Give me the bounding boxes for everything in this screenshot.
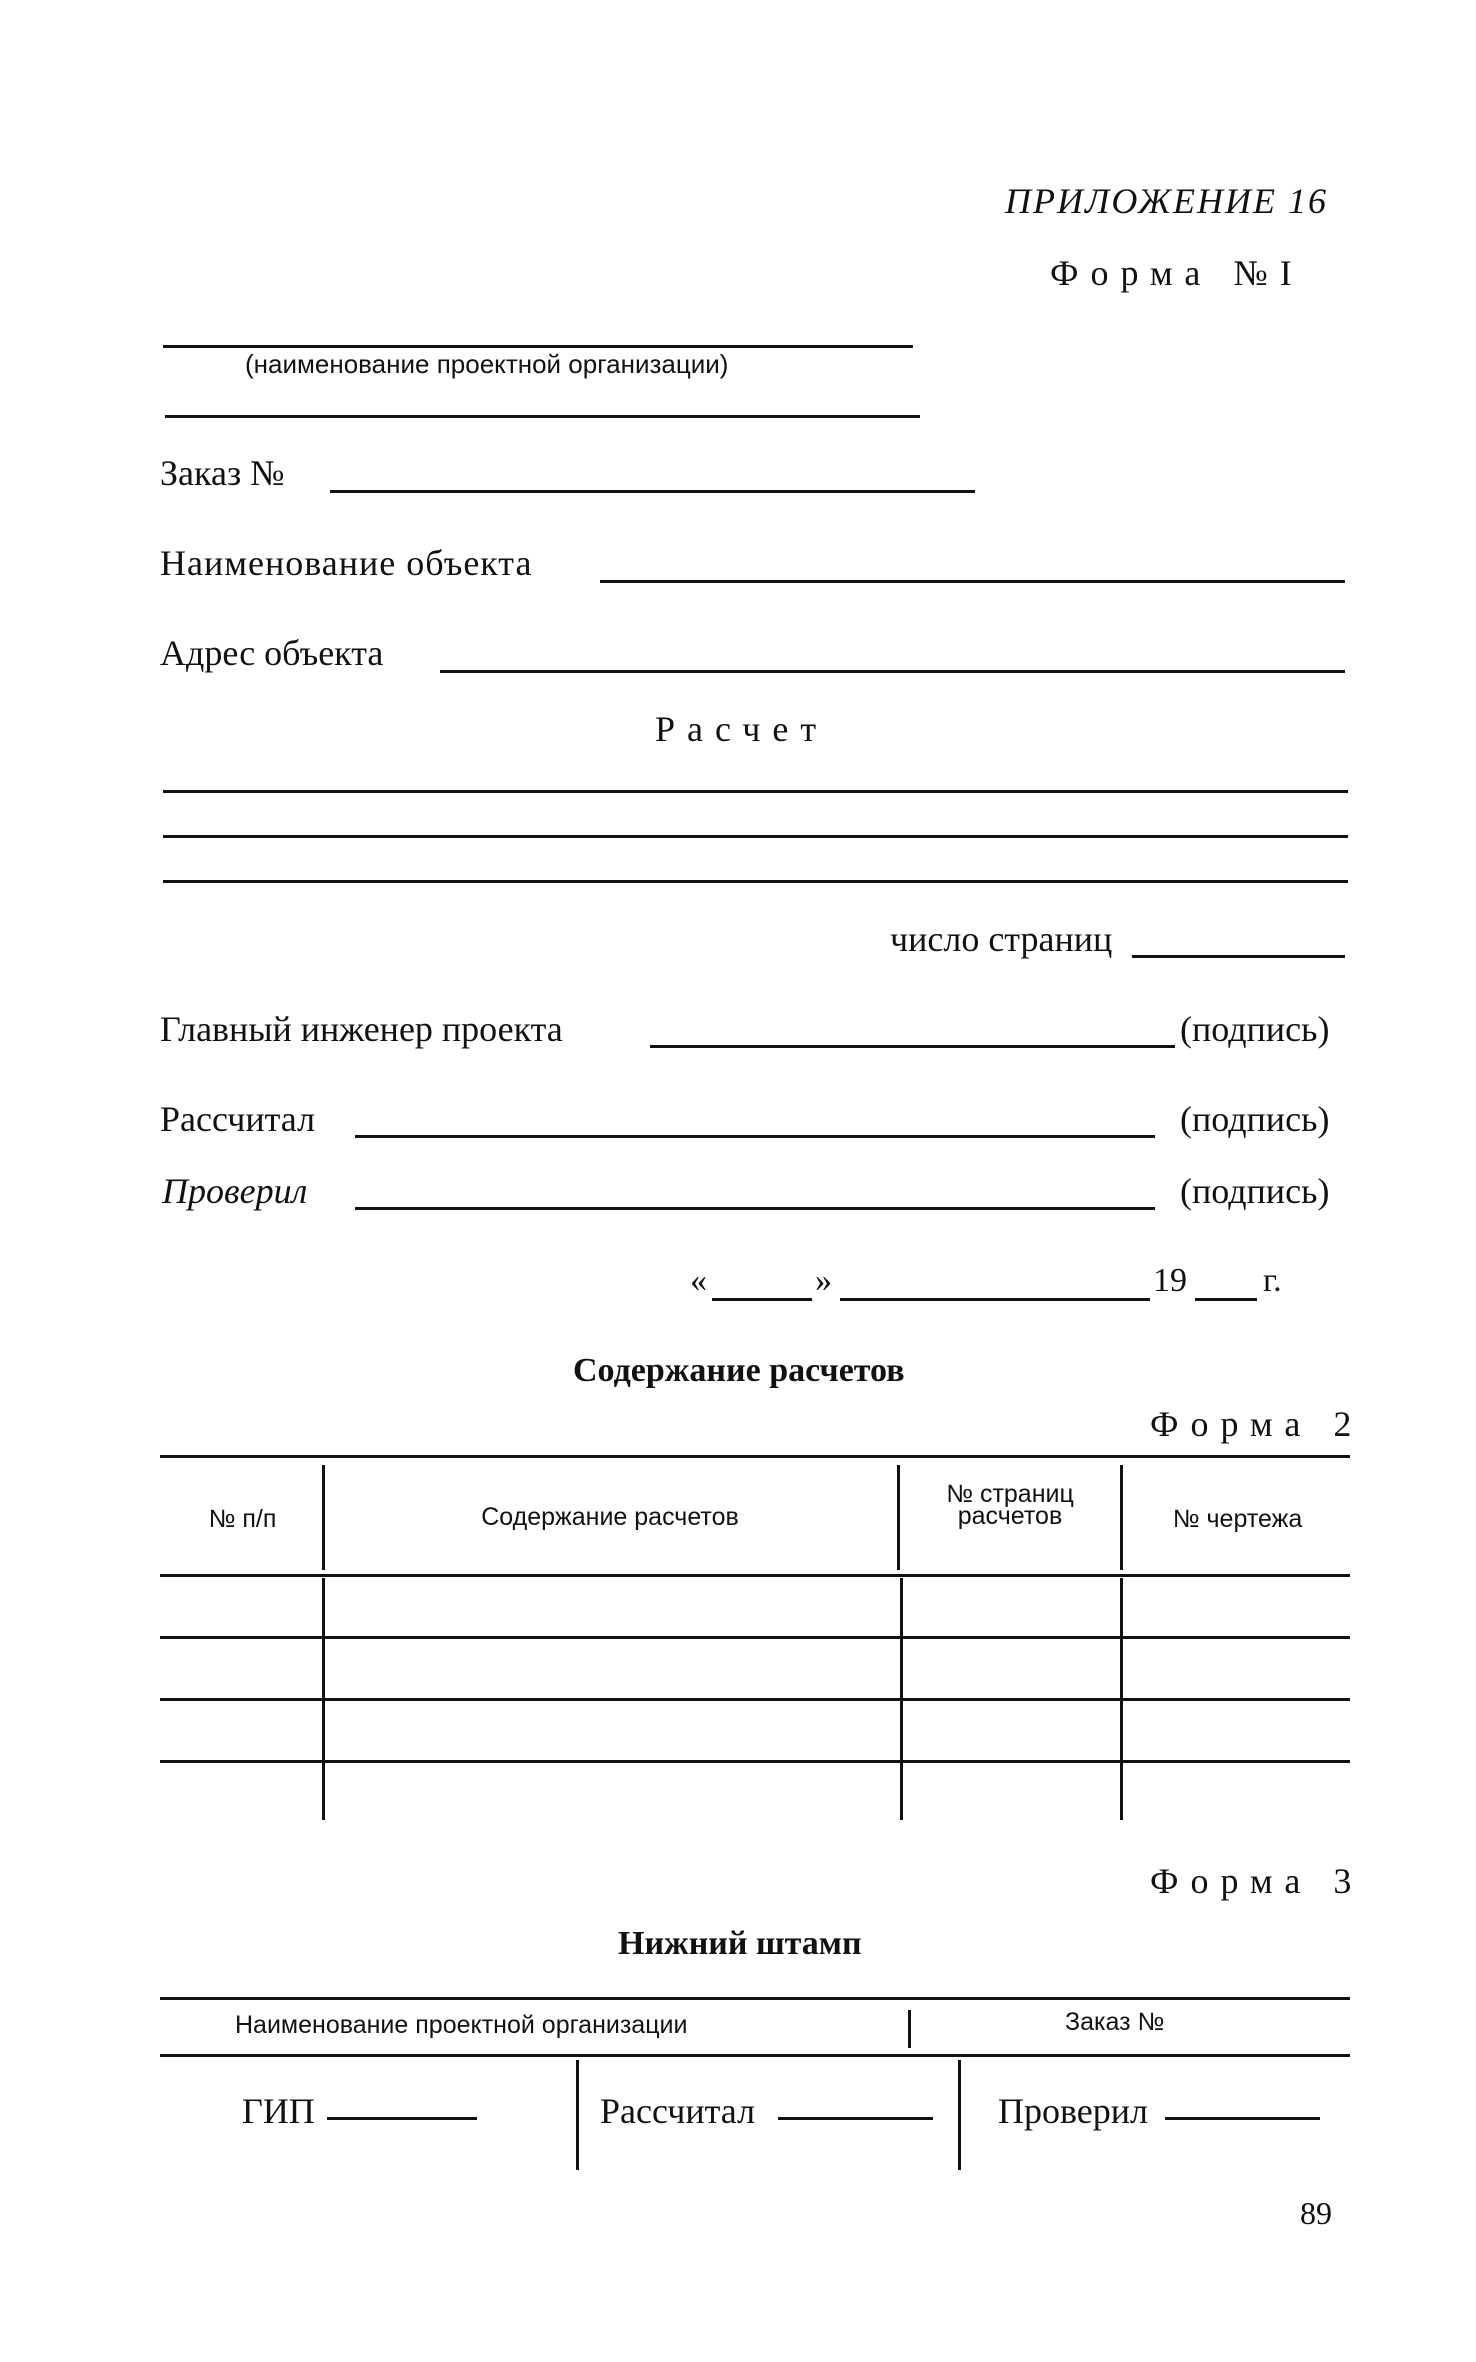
- checked-field-line[interactable]: [355, 1207, 1155, 1210]
- appendix-title: ПРИЛОЖЕНИЕ 16: [1005, 181, 1328, 221]
- gip-field-line[interactable]: [327, 2117, 477, 2120]
- form2-col-header-number: № п/п: [208, 1505, 277, 1533]
- form2-label: Форма 2: [1150, 1404, 1364, 1444]
- form2-row-line-2[interactable]: [160, 1698, 1350, 1701]
- form2-col-header-drawing: № чертежа: [1172, 1505, 1303, 1533]
- form2-table-top-border: [160, 1455, 1350, 1458]
- date-day-line[interactable]: [712, 1298, 812, 1301]
- form3-header-bottom-border: [160, 2054, 1350, 2057]
- form3-col-divider-1: [576, 2060, 579, 2170]
- form3-order-header: Заказ №: [1065, 2008, 1165, 2036]
- date-year-suffix: г.: [1263, 1262, 1282, 1299]
- signature-label-1: (подпись): [1180, 1009, 1330, 1049]
- form3-checked-field-line[interactable]: [1165, 2117, 1320, 2120]
- calc-line-2[interactable]: [163, 835, 1348, 838]
- form3-org-name-header: Наименование проектной организации: [235, 2011, 688, 2039]
- form2-row-line-1[interactable]: [160, 1636, 1350, 1639]
- date-year-line[interactable]: [1195, 1298, 1257, 1301]
- object-name-field-line[interactable]: [600, 580, 1345, 583]
- form3-checked-label: Проверил: [998, 2091, 1148, 2131]
- org-name-line: [163, 345, 913, 348]
- form3-calculated-label: Рассчитал: [600, 2091, 756, 2131]
- form2-col-header-pages: № страниц расчетов: [946, 1480, 1074, 1530]
- object-name-label: Наименование объекта: [160, 543, 533, 583]
- calc-title: Расчет: [655, 709, 829, 749]
- object-address-label: Адрес объекта: [160, 633, 384, 673]
- gip-label: ГИП: [242, 2091, 315, 2131]
- checked-label: Проверил: [162, 1171, 308, 1211]
- form1-label: Форма №I: [1050, 253, 1304, 293]
- form2-col-divider-1: [322, 1465, 325, 1570]
- form2-row-line-3[interactable]: [160, 1760, 1350, 1763]
- calc-line-3[interactable]: [163, 880, 1348, 883]
- pages-field-line[interactable]: [1132, 955, 1345, 958]
- form2-header-bottom-border: [160, 1574, 1350, 1577]
- calc-line-1[interactable]: [163, 790, 1348, 793]
- form2-col-divider-3: [1120, 1465, 1123, 1570]
- order-field-line[interactable]: [330, 490, 975, 493]
- form2-title: Содержание расчетов: [573, 1352, 905, 1389]
- form3-label: Форма 3: [1150, 1861, 1364, 1901]
- order-label: Заказ №: [160, 453, 285, 493]
- form3-calculated-field-line[interactable]: [778, 2117, 933, 2120]
- form2-col-header-content: Содержание расчетов: [481, 1503, 739, 1531]
- form3-header-divider: [908, 2010, 911, 2048]
- form3-title: Нижний штамп: [618, 1925, 862, 1962]
- date-close-quote: »: [815, 1262, 832, 1299]
- form2-col-divider-2: [897, 1465, 900, 1570]
- form3-top-border: [160, 1997, 1350, 2000]
- object-address-field-line[interactable]: [440, 670, 1345, 673]
- signature-label-3: (подпись): [1180, 1171, 1330, 1211]
- date-month-line[interactable]: [840, 1298, 1150, 1301]
- signature-label-2: (подпись): [1180, 1099, 1330, 1139]
- calculated-field-line[interactable]: [355, 1135, 1155, 1138]
- page-number: 89: [1300, 2195, 1332, 2231]
- calculated-label: Рассчитал: [160, 1099, 316, 1139]
- chief-engineer-label: Главный инженер проекта: [160, 1009, 563, 1049]
- chief-engineer-field-line[interactable]: [650, 1045, 1175, 1048]
- date-year-prefix: 19: [1153, 1262, 1187, 1299]
- org-second-line: [165, 415, 920, 418]
- date-open-quote: «: [690, 1262, 707, 1299]
- pages-label: число страниц: [890, 919, 1113, 959]
- form3-col-divider-2: [958, 2060, 961, 2170]
- org-caption: (наименование проектной организации): [245, 349, 729, 379]
